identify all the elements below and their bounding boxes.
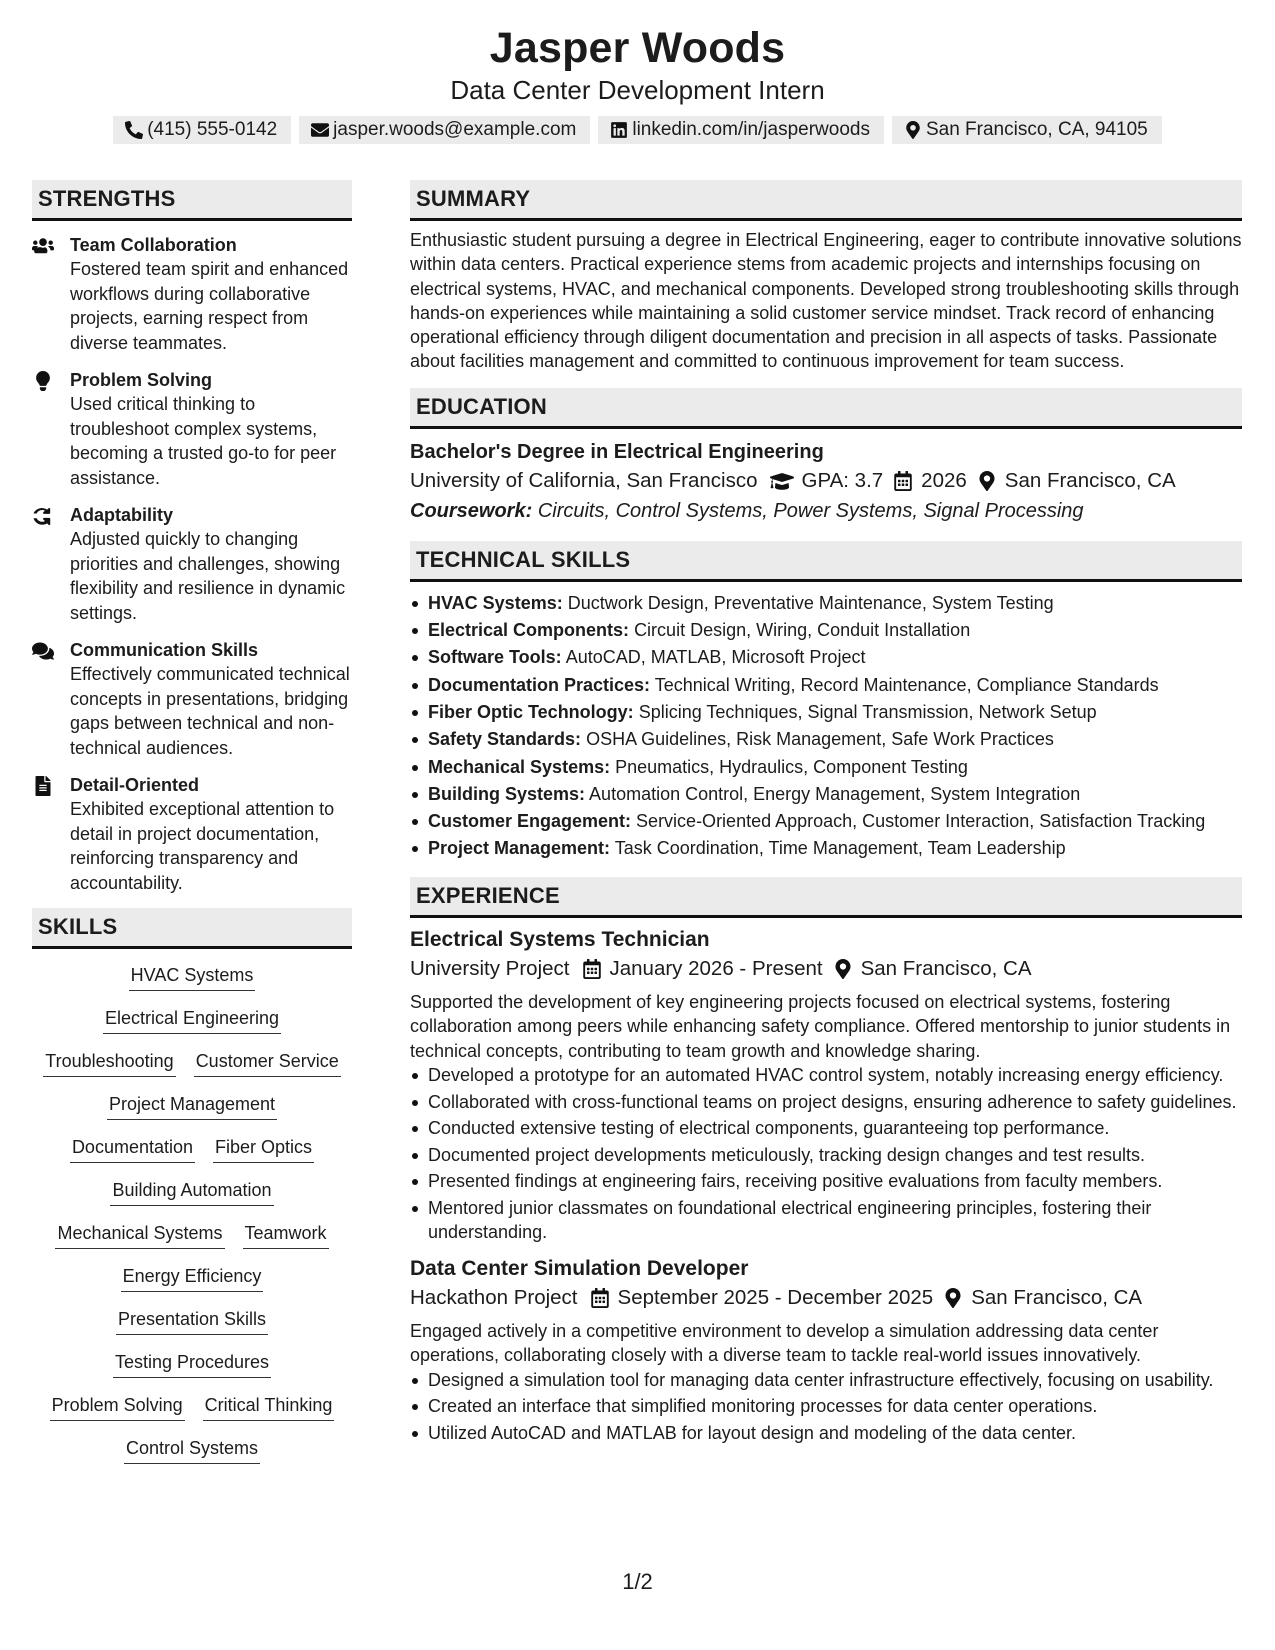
strength-title: Detail-Oriented bbox=[70, 775, 200, 795]
sync-icon bbox=[32, 506, 54, 526]
skill-tag: Troubleshooting bbox=[43, 1049, 175, 1077]
comments-icon bbox=[32, 641, 54, 661]
tech-skill-value: Circuit Design, Wiring, Conduit Installation bbox=[634, 620, 971, 641]
strengths-heading: STRENGTHS bbox=[32, 180, 352, 221]
linkedin-icon bbox=[610, 121, 628, 139]
skill-tag: Project Management bbox=[107, 1092, 277, 1120]
skill-tag: Control Systems bbox=[124, 1436, 260, 1464]
strength-title: Communication Skills bbox=[70, 640, 259, 660]
tech-skill-value: Automation Control, Energy Management, System Integration bbox=[589, 783, 1081, 804]
strength-desc: Exhibited exceptional attention to detail in project documentation, reinforcing transparency and accountability. bbox=[70, 799, 335, 893]
candidate-name: Jasper Woods bbox=[489, 24, 786, 72]
right-column bbox=[410, 180, 1242, 1455]
skill-tag: Energy Efficiency bbox=[121, 1264, 264, 1292]
job-title: Electrical Systems Technician bbox=[410, 927, 710, 951]
resume-header bbox=[0, 0, 1275, 144]
tech-skill-label: Project Management: bbox=[428, 838, 611, 859]
skill-row bbox=[55, 1221, 328, 1249]
tech-skill-label: Fiber Optic Technology: bbox=[428, 701, 634, 722]
job-meta bbox=[410, 1283, 1242, 1313]
tech-skill-value: OSHA Guidelines, Risk Management, Safe Work Practices bbox=[586, 729, 1054, 750]
tech-skill-label: HVAC Systems: bbox=[428, 592, 563, 613]
strength-item bbox=[32, 503, 352, 625]
strength-item bbox=[32, 638, 352, 760]
list-item: Mentored junior classmates on foundational electrical engineering principles, fostering their understanding. bbox=[410, 1196, 1242, 1245]
skill-tag: Testing Procedures bbox=[113, 1350, 271, 1378]
skill-row bbox=[110, 1178, 273, 1206]
location-pin-icon bbox=[904, 121, 922, 139]
skill-row bbox=[116, 1307, 268, 1335]
strength-desc: Fostered team spirit and enhanced workflows during collaborative projects, earning respect from diverse teammates. bbox=[70, 259, 349, 353]
list-item bbox=[410, 617, 1242, 644]
tech-skill-value: Task Coordination, Time Management, Team Leadership bbox=[614, 838, 1066, 859]
strength-desc: Used critical thinking to troubleshoot complex systems, becoming a trusted go-to for peer assistance. bbox=[70, 394, 337, 488]
tech-skill-label: Safety Standards: bbox=[428, 729, 582, 750]
job-title: Data Center Simulation Developer bbox=[410, 1256, 749, 1280]
school-name: University of California, San Francisco bbox=[410, 468, 758, 492]
coursework-list: Circuits, Control Systems, Power Systems, Signal Processing bbox=[537, 499, 1084, 522]
skill-tag: Mechanical Systems bbox=[55, 1221, 224, 1249]
technical-skills-list bbox=[410, 590, 1242, 863]
education-entry bbox=[410, 438, 1242, 527]
tech-skill-value: AutoCAD, MATLAB, Microsoft Project bbox=[565, 647, 866, 668]
contact-email[interactable] bbox=[299, 116, 590, 144]
tech-skill-label: Software Tools: bbox=[428, 647, 562, 668]
tech-skill-value: Pneumatics, Hydraulics, Component Testing bbox=[615, 756, 968, 777]
list-item bbox=[410, 754, 1242, 781]
job-org: University Project bbox=[410, 956, 570, 980]
contact-phone bbox=[113, 116, 291, 144]
skill-row bbox=[121, 1264, 264, 1292]
tech-skill-value: Technical Writing, Record Maintenance, Compliance Standards bbox=[654, 674, 1159, 695]
skill-tag: HVAC Systems bbox=[129, 963, 256, 991]
skills-heading: SKILLS bbox=[32, 908, 352, 949]
job-meta bbox=[410, 954, 1242, 984]
tech-skill-value: Splicing Techniques, Signal Transmission, Network Setup bbox=[638, 701, 1097, 722]
job-location: San Francisco, CA bbox=[860, 956, 1032, 980]
list-item: Designed a simulation tool for managing data center infrastructure effectively, focusing on usability. bbox=[410, 1368, 1242, 1393]
contact-bar bbox=[0, 116, 1275, 144]
left-column bbox=[32, 180, 352, 1479]
location-pin-icon bbox=[833, 959, 853, 979]
contact-linkedin[interactable] bbox=[598, 116, 884, 144]
contact-location bbox=[892, 116, 1162, 144]
skill-tag: Customer Service bbox=[194, 1049, 341, 1077]
strength-item bbox=[32, 368, 352, 490]
strength-title: Team Collaboration bbox=[70, 235, 237, 255]
education-heading: EDUCATION bbox=[410, 388, 1242, 429]
calendar-icon bbox=[590, 1288, 610, 1308]
skill-row bbox=[43, 1049, 340, 1077]
education-location: San Francisco, CA bbox=[1004, 468, 1176, 492]
list-item bbox=[410, 781, 1242, 808]
strength-desc: Effectively communicated technical concepts in presentations, bridging gaps between technical and non-technical audiences. bbox=[70, 664, 350, 758]
job-dates: January 2026 - Present bbox=[609, 956, 823, 980]
graduation-year: 2026 bbox=[921, 468, 967, 492]
technical-skills-heading: TECHNICAL SKILLS bbox=[410, 541, 1242, 582]
job-entry bbox=[410, 1255, 1242, 1446]
graduation-cap-icon bbox=[770, 471, 794, 491]
location-pin-icon bbox=[943, 1288, 963, 1308]
list-item bbox=[410, 644, 1242, 671]
strength-title: Adaptability bbox=[70, 505, 174, 525]
tech-skill-label: Building Systems: bbox=[428, 783, 586, 804]
tech-skill-label: Mechanical Systems: bbox=[428, 756, 611, 777]
list-item bbox=[410, 672, 1242, 699]
job-entry bbox=[410, 926, 1242, 1245]
list-item bbox=[410, 726, 1242, 753]
tech-skill-value: Service-Oriented Approach, Customer Interaction, Satisfaction Tracking bbox=[636, 811, 1206, 832]
document-icon bbox=[32, 776, 54, 796]
tech-skill-label: Customer Engagement: bbox=[428, 811, 632, 832]
contact-linkedin-text: linkedin.com/in/jasperwoods bbox=[632, 119, 870, 140]
list-item bbox=[410, 808, 1242, 835]
job-description: Supported the development of key engineering projects focused on electrical systems, fostering collaboration among peers while enhancing safety compliance. Offered mentorship to junior students in technical concepts, contributing to team growth and knowledge sharing. bbox=[410, 991, 1231, 1061]
skill-tag: Presentation Skills bbox=[116, 1307, 268, 1335]
users-icon bbox=[32, 236, 54, 256]
gpa: GPA: 3.7 bbox=[801, 468, 884, 492]
list-item: Presented findings at engineering fairs, receiving positive evaluations from faculty members. bbox=[410, 1169, 1242, 1194]
job-org: Hackathon Project bbox=[410, 1285, 578, 1309]
contact-location-text: San Francisco, CA, 94105 bbox=[925, 119, 1148, 140]
list-item: Documented project developments meticulously, tracking design changes and test results. bbox=[410, 1143, 1242, 1168]
strengths-list bbox=[32, 233, 352, 895]
skill-row bbox=[107, 1092, 277, 1120]
lightbulb-icon bbox=[32, 371, 54, 391]
skill-tag: Documentation bbox=[70, 1135, 195, 1163]
skill-row bbox=[103, 1006, 281, 1034]
skill-tag: Building Automation bbox=[110, 1178, 273, 1206]
tech-skill-label: Documentation Practices: bbox=[428, 674, 651, 695]
candidate-title: Data Center Development Intern bbox=[450, 75, 825, 105]
list-item: Utilized AutoCAD and MATLAB for layout design and modeling of the data center. bbox=[410, 1421, 1242, 1446]
skill-row bbox=[113, 1350, 271, 1378]
envelope-icon bbox=[311, 121, 329, 139]
summary-text: Enthusiastic student pursuing a degree in Electrical Engineering, eager to contribute innovative solutions within data centers. Practical experience stems from academic projects and internships focusing on electrical systems, HVAC, and mechanical components. Developed strong troubleshooting skills through hands-on experiences while maintaining a solid customer service mindset. Track record of enhancing operational efficiency through diligent documentation and precision in all aspects of tasks. Passionate about facilities management and committed to continuous improvement for team success. bbox=[410, 230, 1242, 372]
list-item bbox=[410, 590, 1242, 617]
skill-tag: Electrical Engineering bbox=[103, 1006, 281, 1034]
phone-icon bbox=[125, 121, 143, 139]
coursework-line bbox=[410, 496, 1242, 527]
strength-item bbox=[32, 233, 352, 355]
list-item: Collaborated with cross-functional teams on project designs, ensuring adherence to safety guidelines. bbox=[410, 1090, 1242, 1115]
list-item: Developed a prototype for an automated HVAC control system, notably increasing energy efficiency. bbox=[410, 1063, 1242, 1088]
coursework-label: Coursework: bbox=[410, 499, 533, 522]
job-dates: September 2025 - December 2025 bbox=[617, 1285, 934, 1309]
strength-desc: Adjusted quickly to changing priorities and challenges, showing flexibility and resilience in dynamic settings. bbox=[70, 529, 346, 623]
strength-item bbox=[32, 773, 352, 895]
skill-tag: Problem Solving bbox=[50, 1393, 185, 1421]
strength-title: Problem Solving bbox=[70, 370, 213, 390]
page-number: 1/2 bbox=[622, 1569, 653, 1594]
calendar-icon bbox=[893, 471, 913, 491]
contact-email-text: jasper.woods@example.com bbox=[333, 119, 577, 140]
contact-phone-text: (415) 555-0142 bbox=[147, 119, 278, 140]
job-description: Engaged actively in a competitive environment to develop a simulation addressing data center operations, collaborating closely with a diverse team to tackle real-world issues innovatively. bbox=[410, 1320, 1159, 1366]
degree-title: Bachelor's Degree in Electrical Engineering bbox=[410, 440, 824, 463]
tech-skill-value: Ductwork Design, Preventative Maintenance, System Testing bbox=[567, 592, 1054, 613]
location-pin-icon bbox=[977, 471, 997, 491]
list-item bbox=[410, 699, 1242, 726]
job-location: San Francisco, CA bbox=[971, 1285, 1143, 1309]
skill-row bbox=[70, 1135, 314, 1163]
list-item bbox=[410, 835, 1242, 862]
job-bullets bbox=[410, 1063, 1242, 1245]
tech-skill-label: Electrical Components: bbox=[428, 620, 630, 641]
summary-heading: SUMMARY bbox=[410, 180, 1242, 221]
list-item: Conducted extensive testing of electrical components, guaranteeing top performance. bbox=[410, 1116, 1242, 1141]
skill-row bbox=[129, 963, 256, 991]
skill-tag: Teamwork bbox=[243, 1221, 329, 1249]
education-meta bbox=[410, 466, 1242, 496]
calendar-icon bbox=[582, 959, 602, 979]
skill-row bbox=[124, 1436, 260, 1464]
job-bullets bbox=[410, 1368, 1242, 1446]
list-item: Created an interface that simplified monitoring processes for data center operations. bbox=[410, 1394, 1242, 1419]
skill-tag: Fiber Optics bbox=[213, 1135, 314, 1163]
experience-heading: EXPERIENCE bbox=[410, 877, 1242, 918]
skills-cloud bbox=[32, 963, 352, 1479]
skill-row bbox=[50, 1393, 335, 1421]
skill-tag: Critical Thinking bbox=[203, 1393, 335, 1421]
